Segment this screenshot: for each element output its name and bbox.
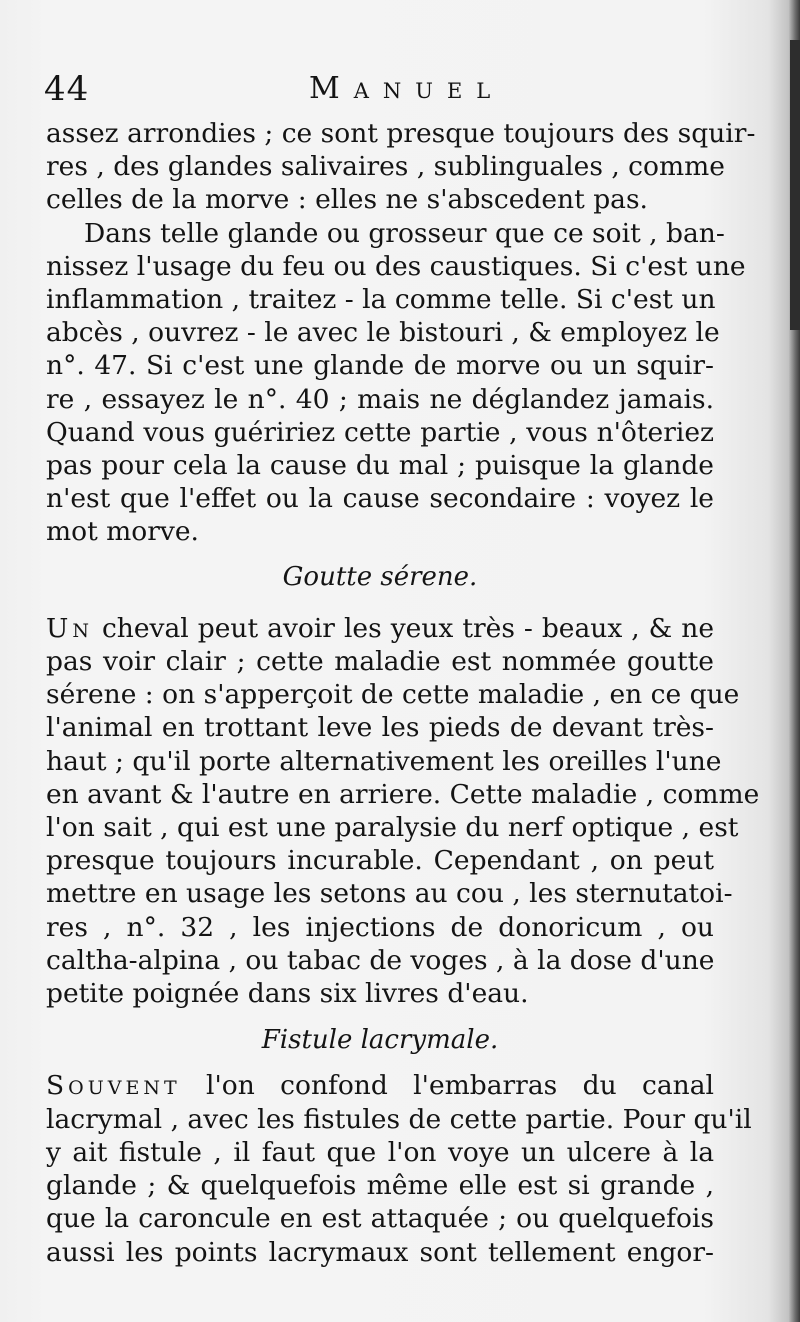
text-line: re , essayez le n°. 40 ; mais ne déglandez jamais.	[46, 383, 714, 415]
text-line: aussi les points lacrymaux sont tellement engor-	[46, 1236, 714, 1268]
text-line: petite poignée dans six livres d'eau.	[46, 978, 529, 1010]
text-line: presque toujours incurable. Cependant , on peut	[46, 845, 714, 877]
text-line: Quand vous guéririez cette partie , vous n'ôteriez	[46, 416, 714, 448]
page-number: 44	[44, 69, 90, 109]
text-line: l'on sait , qui est une paralysie du nerf optique , est	[46, 812, 739, 844]
page-text	[46, 117, 760, 1269]
text-line: assez arrondies ; ce sont presque toujours des squir-	[46, 118, 756, 149]
text-line: l'animal en trottant leve les pieds de devant très-	[46, 712, 714, 744]
text-line: y ait fistule , il faut que l'on voye un ulcere à la	[46, 1136, 714, 1168]
text-line: mot morve.	[46, 516, 199, 548]
page-header	[44, 64, 744, 114]
lead-line-rest: cheval peut avoir les yeux très - beaux , & ne	[92, 612, 714, 644]
text-line: caltha-alpina , ou tabac de voges , à la dose d'une	[46, 944, 715, 976]
text-line: res , des glandes salivaires , sublinguales , comme	[46, 151, 725, 183]
text-line: lacrymal , avec les fistules de cette partie. Pour qu'il	[46, 1103, 752, 1135]
section-heading-fistule-lacrymale: Fistule lacrymale.	[261, 1025, 499, 1056]
section-heading-goutte-serene: Goutte sérene.	[282, 561, 478, 592]
text-line: nissez l'usage du feu ou des caustiques. Si c'est une	[46, 250, 746, 282]
lead-word: Souvent	[46, 1070, 181, 1102]
paragraph-1	[46, 117, 756, 217]
text-line: sérene : on s'apperçoit de cette maladie , en ce que	[46, 679, 740, 711]
text-line: Dans telle glande ou grosseur que ce soit , ban-	[84, 217, 725, 249]
text-line: n'est que l'effet ou la cause secondaire : voyez le	[46, 483, 714, 515]
text-line	[46, 1069, 714, 1102]
text-line: celles de la morve : elles ne s'abscedent pas.	[46, 184, 648, 216]
lead-line-rest: l'on confond l'embarras du canal	[180, 1070, 714, 1102]
text-line: glande ; & quelquefois même elle est si grande ,	[46, 1170, 714, 1202]
paragraph-2	[46, 217, 746, 549]
running-title: Manuel	[309, 71, 505, 106]
text-line	[46, 612, 714, 645]
paragraph-3	[46, 612, 760, 1010]
text-line: mettre en usage les setons au cou , les sternutatoi-	[46, 878, 733, 910]
text-line: abcès , ouvrez - le avec le bistouri , & employez le	[46, 317, 720, 349]
text-line: inflammation , traitez - la comme telle. Si c'est un	[46, 284, 716, 316]
text-line: res , n°. 32 , les injections de donoricum , ou	[46, 911, 714, 943]
text-line: pas voir clair ; cette maladie est nommée goutte	[46, 646, 714, 678]
text-line: n°. 47. Si c'est une glande de morve ou un squir-	[46, 350, 714, 382]
text-line: pas pour cela la cause du mal ; puisque la glande	[46, 450, 714, 482]
text-line: que la caroncule en est attaquée ; ou quelquefois	[46, 1203, 714, 1235]
paragraph-4	[46, 1069, 752, 1268]
text-line: en avant & l'autre en arriere. Cette maladie , comme	[46, 778, 760, 810]
text-line: haut ; qu'il porte alternativement les oreilles l'une	[46, 745, 722, 777]
page-tab-marker	[790, 40, 800, 330]
lead-word: Un	[46, 612, 93, 644]
